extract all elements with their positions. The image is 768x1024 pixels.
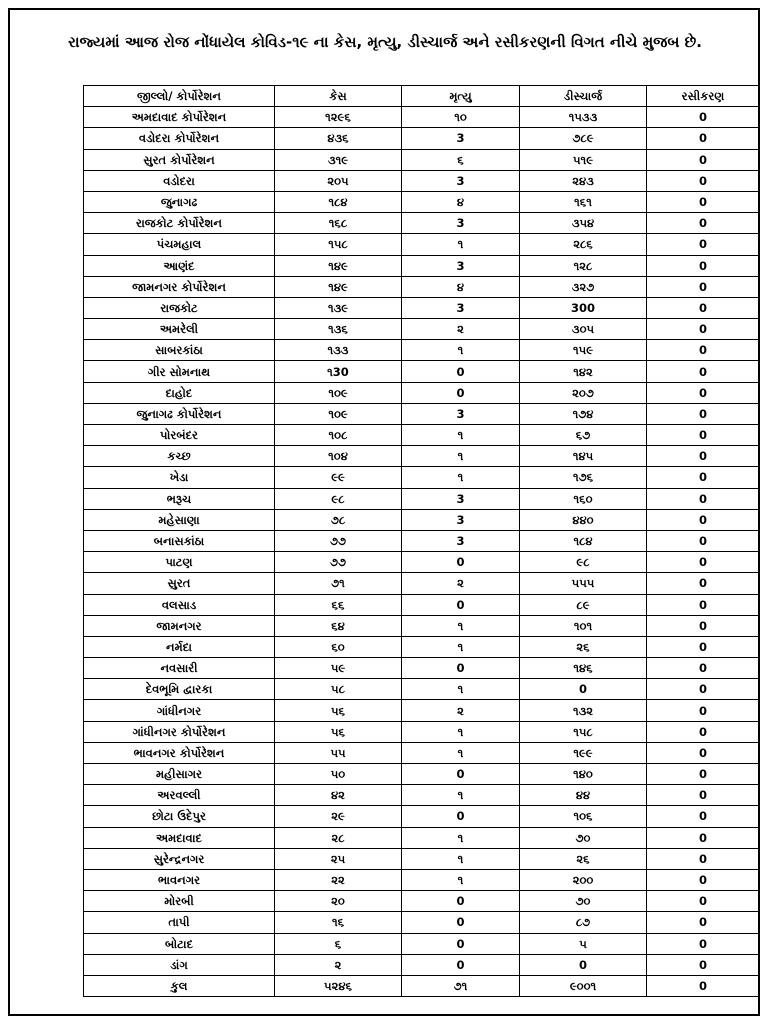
cell-district: જામનગર	[84, 615, 275, 636]
cell-deaths: 3	[402, 488, 520, 509]
cell-district: અરવલ્લી	[84, 785, 275, 806]
cell-cases: ૬	[275, 933, 402, 954]
cell-district: અમરેલી	[84, 319, 275, 340]
cell-discharge: ૧૦૧	[520, 615, 647, 636]
cell-cases: ૨૯	[275, 806, 402, 827]
cell-discharge: ૧૨૮	[520, 255, 647, 276]
cell-deaths: ૧૦	[402, 107, 520, 128]
cell-deaths: 3	[402, 530, 520, 551]
cell-district: પોરબંદર	[84, 425, 275, 446]
cell-cases: ૯૯	[275, 467, 402, 488]
table-row	[84, 552, 760, 573]
cell-vaccination: 0	[647, 403, 760, 424]
cell-district: સુરત	[84, 573, 275, 594]
cell-district: સાબરકાંઠા	[84, 340, 275, 361]
table-row	[84, 213, 760, 234]
cell-district: ગાંધીનગર	[84, 700, 275, 721]
cell-vaccination: 0	[647, 869, 760, 890]
cell-district: મહીસાગર	[84, 764, 275, 785]
cell-district: મહેસાણા	[84, 509, 275, 530]
cell-vaccination: 0	[647, 382, 760, 403]
cell-vaccination: 0	[647, 764, 760, 785]
table-header-row	[84, 86, 760, 107]
cell-vaccination: 0	[647, 742, 760, 763]
cell-discharge: ૧૩૨	[520, 700, 647, 721]
cell-vaccination: 0	[647, 615, 760, 636]
cell-vaccination: 0	[647, 573, 760, 594]
header-vaccination: રસીકરણ	[647, 86, 760, 107]
cell-district: ભાવનગર	[84, 869, 275, 890]
table-row	[84, 382, 760, 403]
cell-district: રાજકોટ કોર્પોરેશન	[84, 213, 275, 234]
table-row	[84, 361, 760, 382]
cell-cases: ૧૦૪	[275, 446, 402, 467]
cell-discharge: ૧૭૬	[520, 467, 647, 488]
cell-vaccination: 0	[647, 912, 760, 933]
cell-cases: ૫૯	[275, 658, 402, 679]
cell-deaths: 3	[402, 128, 520, 149]
covid-data-table	[83, 85, 760, 997]
cell-cases: ૨૨	[275, 869, 402, 890]
cell-vaccination: 0	[647, 679, 760, 700]
cell-vaccination: 0	[647, 340, 760, 361]
cell-deaths: 0	[402, 806, 520, 827]
cell-vaccination: 0	[647, 234, 760, 255]
cell-district: પાટણ	[84, 552, 275, 573]
table-row	[84, 425, 760, 446]
cell-discharge: ૯૮	[520, 552, 647, 573]
cell-cases: ૧૬	[275, 912, 402, 933]
cell-vaccination: 0	[647, 191, 760, 212]
cell-cases: ૧30	[275, 361, 402, 382]
table-row	[84, 785, 760, 806]
cell-deaths: ૬	[402, 149, 520, 170]
cell-discharge: ૮૭	[520, 912, 647, 933]
cell-cases: ૭૭	[275, 552, 402, 573]
cell-discharge: 0	[520, 954, 647, 975]
cell-discharge: ૧૮૪	[520, 530, 647, 551]
cell-vaccination: 0	[647, 297, 760, 318]
table-row	[84, 149, 760, 170]
cell-discharge: ૩૨૭	[520, 276, 647, 297]
cell-deaths: ૨	[402, 573, 520, 594]
cell-cases: ૨૫	[275, 848, 402, 869]
cell-cases: ૫૬	[275, 721, 402, 742]
table-row	[84, 594, 760, 615]
cell-cases: ૧૩૯	[275, 297, 402, 318]
cell-discharge: ૧૦૬	[520, 806, 647, 827]
cell-district: દેવભૂમિ દ્વારકા	[84, 679, 275, 700]
cell-vaccination: 0	[647, 128, 760, 149]
header-deaths: મૃત્યુ	[402, 86, 520, 107]
cell-discharge: ૯૦૦૧	[520, 975, 647, 996]
cell-vaccination: 0	[647, 954, 760, 975]
cell-discharge: ૧૪૨	[520, 361, 647, 382]
cell-district: આણંદ	[84, 255, 275, 276]
cell-deaths: 3	[402, 255, 520, 276]
cell-cases: ૨૮	[275, 827, 402, 848]
cell-deaths: ૧	[402, 827, 520, 848]
table-row	[84, 615, 760, 636]
cell-discharge: ૨૬	[520, 848, 647, 869]
table-row	[84, 827, 760, 848]
cell-vaccination: 0	[647, 827, 760, 848]
cell-vaccination: 0	[647, 276, 760, 297]
cell-discharge: ૨૪૩	[520, 170, 647, 191]
cell-vaccination: 0	[647, 848, 760, 869]
cell-vaccination: 0	[647, 319, 760, 340]
cell-district: જામનગર કોર્પોરેશન	[84, 276, 275, 297]
table-row	[84, 933, 760, 954]
cell-vaccination: 0	[647, 975, 760, 996]
table-row	[84, 509, 760, 530]
header-discharge: ડીસ્ચાર્જ	[520, 86, 647, 107]
cell-district: મોરબી	[84, 891, 275, 912]
cell-deaths: 3	[402, 509, 520, 530]
cell-vaccination: 0	[647, 213, 760, 234]
cell-district: વડોદરા કોર્પોરેશન	[84, 128, 275, 149]
table-row	[84, 128, 760, 149]
cell-cases: ૧૨૯૬	[275, 107, 402, 128]
cell-discharge: ૧૪૬	[520, 658, 647, 679]
cell-vaccination: 0	[647, 530, 760, 551]
cell-cases: ૧૩૩	[275, 340, 402, 361]
cell-deaths: 0	[402, 933, 520, 954]
cell-vaccination: 0	[647, 658, 760, 679]
header-district: જીલ્લો/ કોર્પોરેશન	[84, 86, 275, 107]
cell-cases: ૧૬૮	[275, 213, 402, 234]
cell-discharge: ૨૬	[520, 636, 647, 657]
cell-deaths: 0	[402, 912, 520, 933]
table-row	[84, 530, 760, 551]
cell-cases: ૬૪	[275, 615, 402, 636]
cell-deaths: ૧	[402, 848, 520, 869]
cell-cases: ૭૭	[275, 530, 402, 551]
cell-discharge: 0	[520, 679, 647, 700]
cell-district: ભરૂચ	[84, 488, 275, 509]
table-row	[84, 700, 760, 721]
cell-district: ગીર સોમનાથ	[84, 361, 275, 382]
cell-cases: ૧૪૯	[275, 276, 402, 297]
cell-discharge: ૩૫૪	[520, 213, 647, 234]
header-cases: કેસ	[275, 86, 402, 107]
cell-cases: ૫૬	[275, 700, 402, 721]
cell-cases: ૨૦	[275, 891, 402, 912]
cell-deaths: ૧	[402, 467, 520, 488]
cell-vaccination: 0	[647, 467, 760, 488]
cell-district: ડાંગ	[84, 954, 275, 975]
cell-deaths: ૨	[402, 700, 520, 721]
cell-deaths: 0	[402, 361, 520, 382]
cell-discharge: ૩૦૫	[520, 319, 647, 340]
cell-vaccination: 0	[647, 509, 760, 530]
cell-discharge: ૭૮૯	[520, 128, 647, 149]
table-row	[84, 170, 760, 191]
cell-deaths: ૧	[402, 869, 520, 890]
table-row	[84, 234, 760, 255]
cell-cases: ૧૪૯	[275, 255, 402, 276]
cell-cases: ૬૦	[275, 636, 402, 657]
cell-deaths: 3	[402, 170, 520, 191]
cell-vaccination: 0	[647, 636, 760, 657]
cell-vaccination: 0	[647, 933, 760, 954]
cell-deaths: ૧	[402, 636, 520, 657]
cell-deaths: ૪	[402, 276, 520, 297]
table-row	[84, 891, 760, 912]
cell-district: દાહોદ	[84, 382, 275, 403]
table-row	[84, 869, 760, 890]
table-row	[84, 636, 760, 657]
cell-discharge: ૬૭	[520, 425, 647, 446]
cell-vaccination: 0	[647, 488, 760, 509]
cell-cases: ૫૫	[275, 742, 402, 763]
cell-cases: ૧૮૪	[275, 191, 402, 212]
cell-discharge: ૭૦	[520, 827, 647, 848]
cell-district: કુલ	[84, 975, 275, 996]
cell-discharge: ૫	[520, 933, 647, 954]
cell-district: ખેડા	[84, 467, 275, 488]
cell-district: બોટાદ	[84, 933, 275, 954]
cell-vaccination: 0	[647, 891, 760, 912]
cell-vaccination: 0	[647, 721, 760, 742]
cell-deaths: ૨	[402, 319, 520, 340]
table-row	[84, 764, 760, 785]
cell-cases: ૪૩૬	[275, 128, 402, 149]
cell-discharge: ૨૮૬	[520, 234, 647, 255]
cell-cases: ૧૦૮	[275, 425, 402, 446]
cell-deaths: ૭૧	[402, 975, 520, 996]
cell-deaths: 3	[402, 297, 520, 318]
cell-cases: ૫૮	[275, 679, 402, 700]
cell-cases: ૧૦૯	[275, 382, 402, 403]
table-row	[84, 742, 760, 763]
cell-district: નવસારી	[84, 658, 275, 679]
cell-deaths: 3	[402, 213, 520, 234]
cell-vaccination: 0	[647, 425, 760, 446]
cell-deaths: 0	[402, 594, 520, 615]
cell-discharge: 300	[520, 297, 647, 318]
table-row	[84, 191, 760, 212]
cell-district: કચ્છ	[84, 446, 275, 467]
table-row	[84, 276, 760, 297]
cell-deaths: ૧	[402, 234, 520, 255]
cell-discharge: ૫૫૫	[520, 573, 647, 594]
cell-discharge: ૨૦૦	[520, 869, 647, 890]
cell-vaccination: 0	[647, 594, 760, 615]
cell-district: રાજકોટ	[84, 297, 275, 318]
cell-discharge: ૮૯	[520, 594, 647, 615]
cell-vaccination: 0	[647, 806, 760, 827]
cell-vaccination: 0	[647, 552, 760, 573]
cell-deaths: ૪	[402, 191, 520, 212]
cell-deaths: 3	[402, 403, 520, 424]
table-row	[84, 848, 760, 869]
cell-cases: ૨	[275, 954, 402, 975]
cell-vaccination: 0	[647, 170, 760, 191]
cell-cases: ૩૧૯	[275, 149, 402, 170]
table-row	[84, 319, 760, 340]
cell-discharge: ૪૪૦	[520, 509, 647, 530]
table-row	[84, 658, 760, 679]
cell-district: તાપી	[84, 912, 275, 933]
cell-deaths: ૧	[402, 679, 520, 700]
cell-discharge: ૪૪	[520, 785, 647, 806]
table-row	[84, 488, 760, 509]
cell-cases: ૬૬	[275, 594, 402, 615]
cell-discharge: ૧૫૯	[520, 340, 647, 361]
table-row	[84, 912, 760, 933]
cell-district: અમદાવાદ	[84, 827, 275, 848]
cell-discharge: ૧૫૩૩	[520, 107, 647, 128]
table-row	[84, 806, 760, 827]
cell-discharge: ૧૭૪	[520, 403, 647, 424]
cell-vaccination: 0	[647, 361, 760, 382]
cell-district: ગાંધીનગર કોર્પોરેશન	[84, 721, 275, 742]
table-row	[84, 107, 760, 128]
cell-discharge: ૧૪૦	[520, 764, 647, 785]
cell-cases: ૫૦	[275, 764, 402, 785]
cell-vaccination: 0	[647, 107, 760, 128]
cell-district: જુનાગઢ	[84, 191, 275, 212]
cell-vaccination: 0	[647, 700, 760, 721]
table-row	[84, 340, 760, 361]
cell-cases: ૭૮	[275, 509, 402, 530]
cell-vaccination: 0	[647, 785, 760, 806]
cell-district: જુનાગઢ કોર્પોરેશન	[84, 403, 275, 424]
cell-deaths: 0	[402, 658, 520, 679]
table-row	[84, 255, 760, 276]
cell-cases: ૪૨	[275, 785, 402, 806]
cell-cases: ૧૦૯	[275, 403, 402, 424]
table-row	[84, 954, 760, 975]
cell-deaths: 0	[402, 891, 520, 912]
cell-discharge: ૧૬૦	[520, 488, 647, 509]
cell-district: બનાસકાંઠા	[84, 530, 275, 551]
cell-district: પંચમહાલ	[84, 234, 275, 255]
cell-discharge: ૫૧૯	[520, 149, 647, 170]
cell-discharge: ૨૦૭	[520, 382, 647, 403]
cell-vaccination: 0	[647, 255, 760, 276]
table-row	[84, 573, 760, 594]
cell-deaths: ૧	[402, 615, 520, 636]
table-row	[84, 297, 760, 318]
table-row	[84, 975, 760, 996]
cell-deaths: ૧	[402, 721, 520, 742]
cell-discharge: ૧૬૧	[520, 191, 647, 212]
cell-district: છોટા ઉદેપુર	[84, 806, 275, 827]
cell-vaccination: 0	[647, 446, 760, 467]
cell-deaths: ૧	[402, 340, 520, 361]
cell-cases: ૨૦૫	[275, 170, 402, 191]
cell-discharge: ૭૦	[520, 891, 647, 912]
table-row	[84, 403, 760, 424]
cell-district: ભાવનગર કોર્પોરેશન	[84, 742, 275, 763]
cell-vaccination: 0	[647, 149, 760, 170]
cell-deaths: 0	[402, 382, 520, 403]
cell-district: અમદાવાદ કોર્પોરેશન	[84, 107, 275, 128]
cell-district: સુરત કોર્પોરેશન	[84, 149, 275, 170]
cell-cases: ૫૨૪૬	[275, 975, 402, 996]
cell-deaths: 0	[402, 954, 520, 975]
cell-cases: ૯૮	[275, 488, 402, 509]
cell-discharge: ૧૯૯	[520, 742, 647, 763]
cell-cases: ૧૫૮	[275, 234, 402, 255]
table-row	[84, 446, 760, 467]
cell-deaths: ૧	[402, 446, 520, 467]
cell-cases: ૭૧	[275, 573, 402, 594]
cell-deaths: 0	[402, 764, 520, 785]
cell-district: વડોદરા	[84, 170, 275, 191]
table-row	[84, 721, 760, 742]
cell-district: નર્મદા	[84, 636, 275, 657]
cell-discharge: ૧૫૮	[520, 721, 647, 742]
cell-deaths: ૧	[402, 785, 520, 806]
cell-discharge: ૧૪૫	[520, 446, 647, 467]
cell-deaths: ૧	[402, 425, 520, 446]
page-title: રાજ્યમાં આજ રોજ નોંધાયેલ કોવિડ-૧૯ ના કેસ, મૃત્યુ, ડીસ્ચાર્જ અને રસીકરણની વિગત નીચે મુજબ છે.	[68, 33, 702, 51]
cell-district: સુરેન્દ્રનગર	[84, 848, 275, 869]
cell-cases: ૧૩૬	[275, 319, 402, 340]
table-body	[84, 107, 760, 997]
cell-deaths: 0	[402, 552, 520, 573]
cell-district: વલસાડ	[84, 594, 275, 615]
table-row	[84, 467, 760, 488]
cell-deaths: ૧	[402, 742, 520, 763]
table-row	[84, 679, 760, 700]
